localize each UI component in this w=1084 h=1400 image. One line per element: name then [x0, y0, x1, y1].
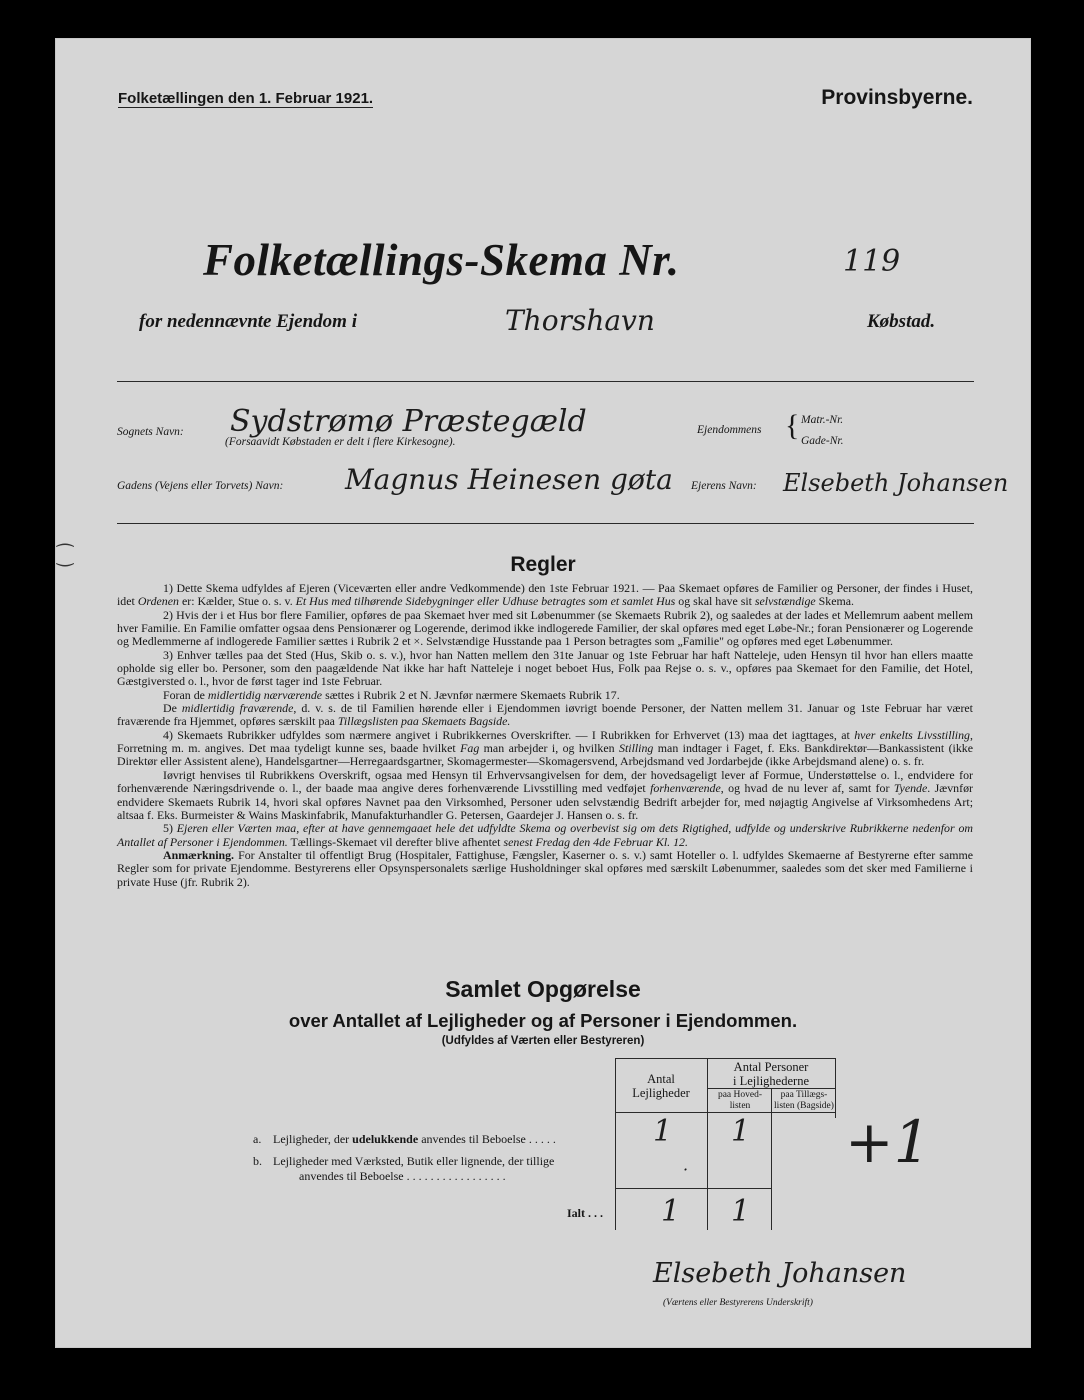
- property-label: for nedennævnte Ejendom i: [139, 311, 357, 332]
- row-a-lejligheder: 1: [653, 1114, 673, 1149]
- rule-3: 3) Enhver tælles paa det Sted (Hus, Skib o. s. v.), hvor han Natten mellem den 31te Januar og 1ste Februar har haft Natteleje, uden Hensyn til hvor han ellers maatte opholde sig eller bo. Personer, som den paagældende Nat ikke har haft Natteleje i noget beboet Hus, Folk paa Rejse o. s. v., opføres paa Skemaet for den Familie, det Hotel, Gæstgiversted o. l., hvor de først tager ind 1ste Februar.: [117, 647, 973, 689]
- annotation-note: Anmærkning. For Anstalter til offentligt Brug (Hospitaler, Fattighuse, Fængsler, Kaserner o. s. v.) samt Hoteller o. l. udfyldes Skemaerne af Bestyrerne efter samme Regler som for private Ejendomme. Bestyrerens eller Opsynspersonalets særlige Husholdninger skal opføres med særskilt Løbenummer, saaledes som det sker med Familierne i private Huse (jfr. Rubrik 2).: [117, 847, 973, 889]
- row-b-label-line2: anvendes til Beboelse . . . . . . . . . . . . . . . . .: [299, 1169, 506, 1183]
- table-total-rule: [615, 1188, 771, 1189]
- rule-3b: Foran de midlertidig nærværende sættes i Rubrik 2 et N. Jævnfør nærmere Skemaets Rubrik 17.: [163, 687, 620, 702]
- col-tillaegsliste-header: paa Tillægs- listen (Bagside): [774, 1090, 834, 1111]
- town-handwritten: Thorshavn: [505, 304, 655, 337]
- ialt-hovedliste: 1: [731, 1194, 751, 1229]
- row-a-letter: a.: [253, 1132, 262, 1146]
- rule-5: 5) Ejeren eller Værten maa, efter at have gennemgaaet hele det udfyldte Skema og overbevist sig om dets Rigtighed, udfylde og underskrive Rubrikkerne nedenfor om Antallet af Personer i Ejendommen. Tællings-Skemaet vil derefter blive afhentet senest Fredag den 4de Februar Kl. 12.: [117, 821, 973, 849]
- table-vline-1: [615, 1058, 616, 1230]
- table-header-rule: [615, 1112, 835, 1113]
- ejendom-label: Ejendommens: [697, 424, 762, 436]
- rule-1: 1) Dette Skema udfyldes af Ejeren (Viceværten eller andre Vedkommende) den 1ste Februar 1921. — Paa Skemaet opføres de Familier og Personer, der findes i Huset, idet Ordenen er: Kælder, Stue o. s. v. Et Hus med tilhørende Sidebygninger eller Udhuse betragtes som et samlet Hus og skal have sit selvstændige Skema.: [117, 581, 973, 609]
- divider-bottom: [117, 523, 974, 524]
- form-title: Folketællings-Skema Nr.: [203, 235, 680, 285]
- census-form-sheet: [55, 38, 1031, 1348]
- table-vline-3: [771, 1088, 772, 1230]
- matr-label: Matr.-Nr.: [801, 414, 844, 426]
- rule-4b: Iøvrigt henvises til Rubrikkens Overskrift, ogsaa med Hensyn til Erhvervsangivelsen for dem, der hovedsageligt lever af Formue, Understøttelse o. l., endvidere for forhenværende Næringsdrivende o. l., der baade maa angive deres forhenværende Livsstilling med vedføjet forhenværende, og hvad de nu lever af, samt for Tyende. Jævnfør endvidere Skemaets Rubrik 14, hvori skal opføres Navnet paa den Virksomhed, Personer uden selvstændig Bedrift arbejder for, med nøjagtig Angivelse af Virksomhedens Art; altsaa f. Eks. Burmeister & Wains Maskinfabrik, Manufakturhandler G. Petersen, Gaardejer J. Hansen o. s. fr.: [117, 767, 973, 822]
- col-personer-header: Antal Personer i Lejlighederne: [732, 1060, 809, 1088]
- margin-plus-one-handwritten: +1: [845, 1108, 931, 1176]
- row-b-letter: b.: [253, 1154, 262, 1168]
- region-header: Provinsbyerne.: [821, 86, 973, 109]
- summary-subheading: over Antallet af Lejligheder og af Personer i Ejendommen.: [288, 1010, 798, 1031]
- sogn-note: (Forsaavidt Købstaden er delt i flere Kirkesogne).: [225, 436, 456, 448]
- rule-2: 2) Hvis der i et Hus bor flere Familier, opføres de paa Skemaet hver med sit Løbenummer (se Skemaets Rubrik 2), og saaledes at der lades et Mellemrum aabent mellem hver Familie. En Familie omfatter ogsaa dens Pensionærer og Logerende, derimod ikke indlogerede Familier, der skal opføres med eget Løbe-Nr.; foran Pensionærer og Logerende og Medlemmerne af indlogerede Familier sættes i Rubrik 2 et ×. Selvstændige Husstande paa 1 Person betragtes som „Familie" og opføres med eget Løbenummer.: [117, 607, 973, 649]
- row-a-label: Lejligheder, der udelukkende anvendes til Beboelse . . . . .: [273, 1132, 556, 1146]
- rules-heading: Regler: [510, 553, 576, 576]
- col-lejligheder-header: Antal Lejligheder: [632, 1072, 690, 1100]
- divider-top: [117, 381, 974, 382]
- street-handwritten: Magnus Heinesen gøta: [345, 463, 673, 496]
- parish-handwritten: Sydstrømø Præstegæld: [230, 404, 587, 439]
- form-number-handwritten: 119: [843, 244, 901, 279]
- row-b-label-line1: Lejligheder med Værksted, Butik eller lignende, der tillige: [273, 1154, 555, 1168]
- row-a-hovedliste: 1: [731, 1114, 751, 1149]
- owner-handwritten: Elsebeth Johansen: [783, 469, 1009, 497]
- kobstad-label: Købstad.: [867, 311, 936, 332]
- ialt-lejligheder: 1: [661, 1194, 681, 1229]
- rules-body: [117, 582, 973, 889]
- sogn-label: Sognets Navn:: [117, 426, 184, 438]
- summary-heading: Samlet Opgørelse: [445, 976, 641, 1002]
- signature-caption: (Værtens eller Bestyrerens Underskrift): [663, 1298, 813, 1308]
- margin-mark: ⁐: [57, 545, 74, 567]
- ejer-label: Ejerens Navn:: [691, 480, 757, 492]
- table-vline-2: [707, 1058, 708, 1230]
- rule-3c: De midlertidig fraværende, d. v. s. de til Familien hørende eller i Ejendommen iøvrigt boende Personer, der Natten mellem 31. Januar og 1ste Februar har været fraværende fra Hjemmet, opføres særskilt paa Tillægslisten paa Skemaets Bagside.: [117, 701, 973, 729]
- table-vline-4: [835, 1058, 836, 1118]
- row-b-lejligheder: ·: [683, 1160, 689, 1179]
- signature-handwritten: Elsebeth Johansen: [653, 1258, 907, 1289]
- table-sub-rule: [707, 1088, 835, 1089]
- census-date-header: Folketællingen den 1. Februar 1921.: [118, 90, 374, 107]
- brace-glyph: {: [785, 409, 800, 442]
- col-hovedliste-header: paa Hoved- listen: [717, 1090, 763, 1111]
- summary-note: (Udfyldes af Værten eller Bestyreren): [441, 1035, 645, 1047]
- ialt-label: Ialt . . .: [567, 1206, 603, 1220]
- table-top-rule: [615, 1058, 835, 1059]
- rule-4: 4) Skemaets Rubrikker udfyldes som nærmere angivet i Rubrikkernes Overskrifter. — I Rubrikken for Erhvervet (13) maa det iagttages, at hver enkelts Livsstilling, Forretning m. m. angives. Det maa tydeligt kunne ses, baade hvilket Fag man arbejder i, og hvilken Stilling man indtager i Faget, f. Eks. Bankdirektør—Bankassistent (ikke Direktør eller Assistent alene), Handelsgartner—Herregaardsgartner, Skomagermester—Skomagersvend, Arbejdsmand ved Jordarbejde (ikke Arbejdsmand alene) o. s. fr.: [117, 727, 974, 769]
- gade-nr-label: Gade-Nr.: [801, 435, 844, 447]
- gade-label: Gadens (Vejens eller Torvets) Navn:: [117, 480, 284, 492]
